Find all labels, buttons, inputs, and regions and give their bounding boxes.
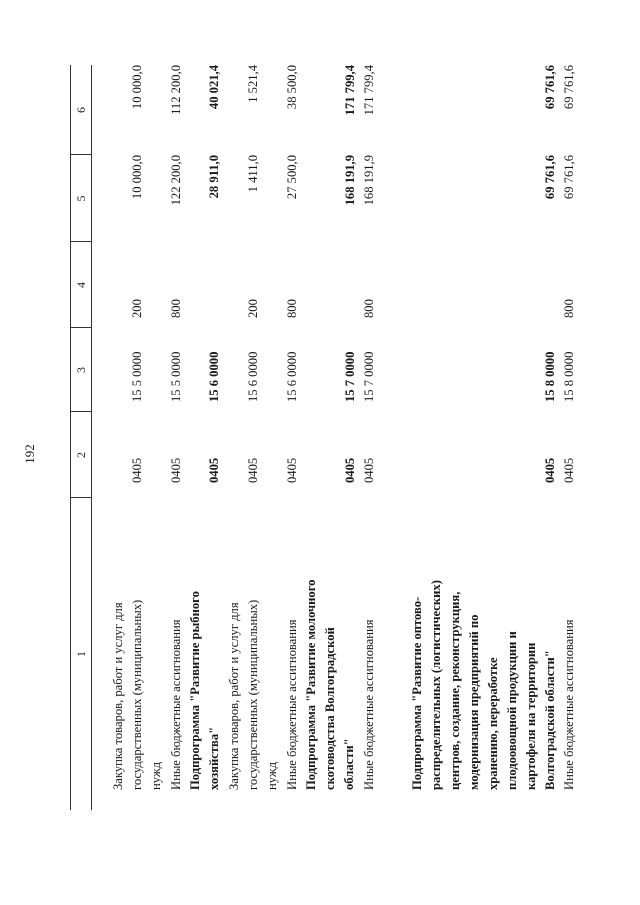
- row-vr: 200: [130, 299, 144, 318]
- header-col-4: 4: [74, 282, 88, 288]
- row-sum-6: 1 521,4: [246, 65, 260, 103]
- row-sum-6: 10 000,0: [130, 65, 144, 110]
- row-sum-6: 40 021,4: [207, 65, 221, 110]
- row-csr: 15 6 0000: [207, 351, 221, 402]
- row-csr: 15 5 0000: [169, 351, 183, 402]
- row-code: 0405: [543, 457, 557, 483]
- table-header: [70, 65, 92, 810]
- budget-table: [70, 65, 600, 810]
- row-code: 0405: [169, 457, 183, 483]
- header-col-6: 6: [74, 107, 88, 113]
- row-sum-6: 69 761,6: [543, 65, 557, 110]
- row-vr: 800: [562, 299, 576, 318]
- row-label: Закупка товаров, работ и услуг для государственных (муниципальных) нужд: [111, 599, 163, 790]
- header-col-3: 3: [74, 367, 88, 373]
- row-csr: 15 8 0000: [562, 351, 576, 402]
- row-sum-5: 10 000,0: [130, 155, 144, 200]
- row-sum-6: 69 761,6: [562, 65, 576, 110]
- row-code: 0405: [562, 457, 576, 483]
- row-sum-6: 112 200,0: [169, 65, 183, 115]
- row-vr: 200: [246, 299, 260, 318]
- row-csr: 15 5 0000: [130, 351, 144, 402]
- row-csr: 15 6 0000: [285, 351, 299, 402]
- row-sum-5: 28 911,0: [207, 155, 221, 199]
- row-vr: 800: [362, 299, 376, 318]
- row-label: Подпрограмма "Развитие рыбного хозяйства": [188, 591, 221, 790]
- row-code: 0405: [285, 457, 299, 483]
- header-col-1: 1: [74, 651, 88, 657]
- row-sum-5: 69 761,6: [562, 155, 576, 200]
- row-vr: 800: [169, 299, 183, 318]
- row-label: Закупка товаров, работ и услуг для государственных (муниципальных) нужд: [227, 599, 279, 790]
- row-code: 0405: [130, 457, 144, 483]
- row-sum-6: 38 500,0: [285, 65, 299, 110]
- row-label: Иные бюджетные ассигнования: [562, 619, 576, 790]
- header-col-5: 5: [74, 195, 88, 202]
- row-sum-5: 69 761,6: [543, 155, 557, 200]
- row-sum-6: 171 799,4: [343, 65, 357, 116]
- row-csr: 15 7 0000: [362, 351, 376, 402]
- row-label: Подпрограмма "Развитие молочного скотоводства Волгоградской области": [304, 579, 356, 790]
- row-code: 0405: [362, 457, 376, 483]
- row-sum-5: 168 191,9: [343, 155, 357, 206]
- row-code: 0405: [246, 457, 260, 483]
- row-sum-5: 1 411,0: [246, 155, 260, 193]
- row-code: 0405: [207, 457, 221, 483]
- page-number: 192: [22, 444, 37, 464]
- row-sum-5: 168 191,9: [362, 155, 376, 206]
- header-col-2: 2: [74, 452, 88, 458]
- row-label: Иные бюджетные ассигнования: [285, 619, 299, 790]
- row-code: 0405: [343, 457, 357, 483]
- row-csr: 15 6 0000: [246, 351, 260, 402]
- row-label: Иные бюджетные ассигнования: [169, 619, 183, 790]
- row-vr: 800: [285, 299, 299, 318]
- row-label: Иные бюджетные ассигнования: [362, 619, 376, 790]
- row-csr: 15 8 0000: [543, 351, 557, 402]
- row-sum-5: 122 200,0: [169, 155, 183, 206]
- row-label: Подпрограмма "Развитие оптово- распределительных (логистических) центров, создание, реконструкция, модернизация предприятий по хранению, переработке плодоовощной продукции и картофеля на территории Волгоградской области": [410, 580, 557, 790]
- row-csr: 15 7 0000: [343, 351, 357, 402]
- row-sum-6: 171 799,4: [362, 65, 376, 116]
- row-sum-5: 27 500,0: [285, 155, 299, 200]
